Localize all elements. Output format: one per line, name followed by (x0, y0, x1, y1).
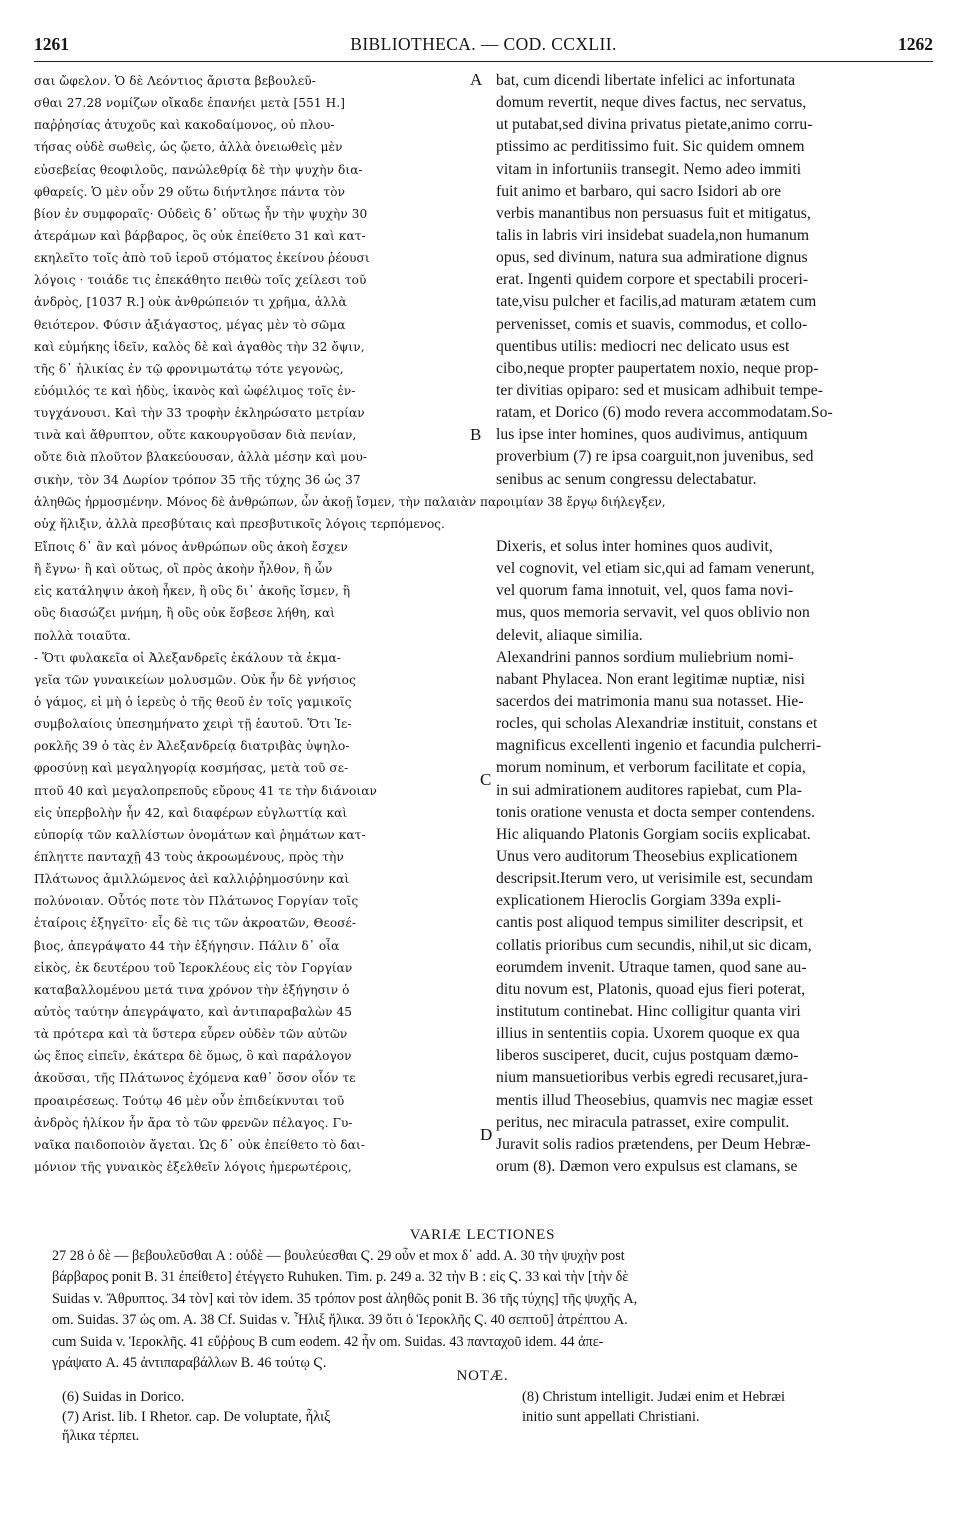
greek-column-2 (34, 536, 484, 1178)
latin-text-line: verbis manantibus non persuasus fuit et mitigatus, (496, 204, 811, 222)
latin-text-line: illius in sententiis copia. Uxorem quoque ex qua (496, 1025, 800, 1043)
greek-text-line: ροκλῆς 39 ὁ τὰς ἐν Ἀλεξανδρείᾳ διατριβὰς ὑψηλο- (34, 739, 350, 754)
header-rule (34, 61, 933, 62)
latin-text-line: Juravit solis radios prætendens, per Deum Hebræ- (496, 1135, 811, 1153)
latin-text-line: mentis illud Theosebius, quamvis nec magiæ esset (496, 1091, 813, 1109)
margin-letter-d: D (480, 1125, 493, 1144)
greek-text-line: πολύνοιαν. Οὗτός ποτε τὸν Πλάτωνος Γοργίαν τοῖς (34, 894, 359, 909)
greek-text-line: τινὰ καὶ ἄθρυπτον, οὔτε κακουργοῦσαν διὰ πενίαν, (34, 428, 357, 443)
variant-reading-line: βάρβαρος ponit B. 31 ἐπείθετο] ἐτέγγετο Ruhuken. Tim. p. 249 a. 32 τὴν B : εἰς Ϛ. 33 καὶ τὴν [τὴν δὲ (52, 1269, 629, 1286)
latin-column-1 (496, 70, 928, 491)
greek-text-line: Εἴποις δ᾽ ἂν καὶ μόνος ἀνθρώπων οὓς ἀκοὴ ἔσχεν (34, 540, 348, 554)
greek-text-line: ἀνδρὸς, [1037 R.] οὐκ ἀνθρώπειόν τι χρῆμα, ἀλλὰ (34, 295, 347, 310)
greek-text-line: φροσύνῃ καὶ μεγαληγορίᾳ κοσμήσας, μετὰ τοῦ σε- (34, 761, 349, 776)
latin-text-line: fuit animo et barbaro, qui sacro Isidori ab ore (496, 182, 782, 200)
note-line: (7) Arist. lib. I Rhetor. cap. De voluptate, ἧλιξ (62, 1408, 331, 1425)
greek-text-line: καταβαλλομένου μετά τινα χρόνον τὴν ἐξήγησιν ὁ (34, 982, 350, 997)
greek-text-line: - Ὅτι φυλακεῖα οἱ Ἀλεξανδρεῖς ἐκάλουν τὰ ἐκμα- (34, 650, 341, 665)
note-line: ἥλικα τέρπει. (62, 1428, 140, 1444)
greek-text-line: ὁ γάμος, εἰ μὴ ὁ ἱερεὺς ὁ τῆς θεοῦ ἐν τοῖς γαμικοῖς (34, 694, 352, 709)
greek-text-line: εὐπορίᾳ τῶν καλλίστων ὀνομάτων καὶ ῥημάτων κατ- (34, 827, 366, 842)
note-line: (8) Christum intelligit. Judæi enim et Hebræi (522, 1389, 786, 1405)
greek-text-line: γεῖα τῶν γυναικείων μολυσμῶν. Οὐκ ἦν δὲ γνήσιος (34, 672, 356, 687)
latin-text-line: ptissimo ac perditissimo fuit. Sic quidem omnem (496, 138, 805, 156)
greek-text-line: τῆς δ᾽ ἡλικίας ἐν τῷ φρονιμωτάτῳ τότε γεγονὼς, (34, 361, 344, 376)
greek-text-line: εὐόμιλός τε καὶ ἡδὺς, ἱκανὸς καὶ ὠφέλιμος τοῖς ἐν- (34, 383, 356, 398)
latin-text-line: sacerdos dei matrimonia manu sua notasset. Hie- (496, 692, 804, 710)
greek-text-line: ναῖκα παιδοποιὸν ἄγεται. Ὡς δ᾽ οὐκ ἐπείθετο τὸ δαι- (34, 1137, 365, 1152)
latin-text-line: delevit, aliaque similia. (496, 626, 643, 644)
note-line: initio sunt appellati Christiani. (522, 1408, 700, 1425)
greek-text-line: εἰς ὑπερβολὴν ἦν 42, καὶ διαφέρων εὐγλωττίᾳ καὶ (34, 805, 348, 820)
latin-text-line: cibo,neque propter paupertatem noxio, neque prop- (496, 359, 819, 377)
greek-text-line: ἀνδρὸς ἡλίκον ἦν ἄρα τὸ τῶν φρενῶν πέλαγος. Γυ- (34, 1115, 353, 1130)
greek-column-1 (34, 70, 486, 491)
greek-text-line: προαιρέσεως. Τούτῳ 46 μὲν οὖν ἐπιδείκνυται τοῦ (34, 1093, 345, 1108)
latin-text-line: quentibus utilis: mediocri nec delicato usus est (496, 337, 790, 355)
greek-text-line: ἀτεράμων καὶ βάρβαρος, ὃς οὐκ ἐπείθετο 31 καὶ κατ- (34, 228, 366, 243)
greek-text-line: σθαι 27.28 νομίζων οἴκαδε ἐπανήει μετὰ [551 H.] (34, 96, 346, 111)
latin-text-line: peritus, nec miracula patrasset, exire compulit. (496, 1113, 790, 1131)
left-page-number: 1261 (34, 34, 69, 54)
variae-lectiones-heading: VARIÆ LECTIONES (409, 1227, 556, 1243)
greek-text-line: εἰκὸς, ἐκ δευτέρου τοῦ Ἱεροκλέους εἰς τὸν Γοργίαν (34, 960, 353, 975)
latin-text-line: institutum continebat. Hinc colligitur quanta viri (496, 1002, 801, 1020)
greek-text-line: ἑταίροις ἐξηγεῖτο· εἷς δὲ τις τῶν ἀκροατῶν, Θεοσέ- (34, 916, 357, 931)
greek-text-line: εὐσεβείας θεοφιλοῦς, πανώλεθρίᾳ δὲ τὴν ψυχὴν δια- (34, 162, 363, 177)
note-line: (6) Suidas in Dorico. (62, 1389, 185, 1405)
latin-text-line: bat, cum dicendi libertate infelici ac infortunata (496, 72, 796, 89)
greek-text-line: ἢ ἔγνω· ἢ καὶ οὕτως, οἳ πρὸς ἀκοὴν ἦλθον, ἢ ὧν (34, 562, 333, 577)
latin-text-line: tonis oratione venusta et docta semper contendens. (496, 803, 816, 821)
latin-text-line: vel quorum fama innotuit, vel, quos fama novi- (496, 582, 794, 600)
greek-text-line: καὶ εὐμήκης ἰδεῖν, καλὸς δὲ καὶ ἀγαθὸς τὴν 32 ὄψιν, (34, 339, 365, 354)
greek-text-line: έπληττε πανταχῇ 43 τοὺς ἀκροωμένους, πρὸς τὴν (34, 849, 344, 864)
variant-reading-line: Suidas v. Ἄθρυπτος. 34 τὸν] καὶ τὸν idem. 35 τρόπον post ἀληθῶς ponit B. 36 τῆς τύχης] τῆς ψυχῆς A, (52, 1290, 638, 1307)
margin-letter-b: B (470, 425, 482, 444)
greek-text-line: ὡς ἔπος εἰπεῖν, ἑκάτερα δὲ ὅμως, ὃ καὶ παράλογον (34, 1049, 352, 1064)
notes-left (62, 1388, 502, 1447)
latin-text-line: mus, quos memoria servavit, vel quos oblivio non (496, 604, 810, 622)
greek-text-line: λόγοις · τοιάδε τις ἐπεκάθητο πειθὼ τοῖς χείλεσι τοῦ (34, 273, 367, 288)
latin-text-line: explicationem Hieroclis Gorgiam 339a expli- (496, 892, 782, 910)
latin-text-line: nium mansuetioribus verbis egredi recusaret,jura- (496, 1069, 809, 1087)
greek-text-line: τυγχάνουσι. Καὶ τὴν 33 τροφὴν ἐκληρώσατο μετρίαν (34, 406, 365, 421)
greek-text-line: αὐτὸς ταύτην ἀπεγράψατο, καὶ ἀντιπαραβαλὼν 45 (34, 1004, 353, 1019)
running-title: BIBLIOTHECA. — COD. CCXLII. (350, 34, 617, 54)
latin-text-line: vel cognovit, vel etiam sic,qui ad famam venerunt, (496, 560, 815, 578)
latin-text-line: proverbium (7) re ipsa coarguit,non juvenibus, sed (496, 448, 814, 466)
latin-text-line: talis in labris viri insidebat suadela,non humanum (496, 226, 810, 244)
latin-text-line: nabant Phylacea. Non erant legitimæ nuptiæ, nisi (496, 670, 806, 688)
latin-text-line: magnificus excellenti ingenio et facundia pulcherri- (496, 737, 822, 755)
greek-text-line: φθαρείς. Ὁ μὲν οὖν 29 οὕτω διήντλησε πάντα τὸν (34, 184, 346, 199)
latin-text-line: erat. Ingenti quidem corpore et spectabili proceri- (496, 271, 809, 289)
greek-text-line: τήσας οὐδὲ σωθεὶς, ὡς ᾤετο, ἀλλὰ ὀνειωθεὶς μὲν (34, 140, 343, 155)
latin-text-line: tate,visu pulcher et facilis,ad maturam ætatem cum (496, 293, 817, 311)
latin-text-line: cantis post aliquod tempus similiter descripsit, et (496, 914, 804, 932)
latin-text-line: in sui admirationem auditores rapiebat, cum Pla- (496, 781, 802, 799)
notes-right (522, 1388, 932, 1427)
greek-text-line: σικὴν, τὸν 34 Δωρίον τρόπον 35 τῆς τύχης 36 ὡς 37 (34, 472, 361, 487)
latin-text-line: ut putabat,sed divina privatus pietate,animo corru- (496, 116, 813, 134)
latin-text-line: pervenisset, comis et suavis, commodus, et collo- (496, 315, 808, 333)
latin-text-line: vitam in infortuniis transegit. Nemo adeo immiti (496, 160, 802, 178)
latin-text-line: morum nominum, et verborum facilitate et copia, (496, 759, 806, 777)
notae-heading: NOTÆ. (456, 1368, 509, 1384)
variae-lectiones (52, 1246, 932, 1374)
latin-text-line: rocles, qui scholas Alexandriæ instituit, constans et (496, 715, 818, 733)
greek-text-line: εκηλεῖτο τοῖς ἀπὸ τοῦ ἱεροῦ στόματος ἐκείνου ῥέουσι (34, 251, 370, 266)
greek-text-line: Πλάτωνος ἁμιλλώμενος ἀεὶ καλλιῤῥημοσύνην καὶ (34, 872, 350, 887)
greek-text-line: τὰ πρότερα καὶ τὰ ὕστερα εὗρεν οὐδὲν τῶν αὐτῶν (34, 1027, 348, 1042)
latin-text-line: ratam, et Dorico (6) modo revera accommodatam.So- (496, 404, 833, 422)
variant-reading-line: om. Suidas. 37 ὡς om. A. 38 Cf. Suidas v. Ἦλιξ ἥλικα. 39 ὅτι ὁ Ἱεροκλῆς Ϛ. 40 σεπτοῦ] ἀτρέπτου A. (52, 1312, 628, 1329)
margin-letter-c: C (480, 770, 492, 789)
greek-text-line: θειότερον. Φύσιν ἀξιάγαστος, μέγας μὲν τὸ σῶμα (34, 317, 346, 332)
greek-text-line: παῤῥησίας ἀτυχοῦς καὶ κακοδαίμονος, οὐ πλου- (34, 118, 335, 133)
variant-reading-line: γράψατο A. 45 ἀντιπαραβάλλων B. 46 τούτῳ Ϛ. (52, 1354, 327, 1371)
latin-text-line: Dixeris, et solus inter homines quos audivit, (496, 538, 773, 555)
latin-column-2 (496, 536, 928, 1178)
greek-text-line: μόνιον τῆς γυναικὸς ἐξελθεῖν λόγοις ἡμερωτέροις, (34, 1159, 352, 1174)
latin-text-line: eorumdem invenit. Utraque tamen, quod sane au- (496, 958, 807, 976)
latin-text-line: orum (8). Dæmon vero expulsus est clamans, se (496, 1157, 798, 1175)
latin-text-line: collatis prioribus cum secundis, nihil,ut sic dicam, (496, 936, 812, 954)
greek-text-line: συμβολαίοις ὑπεσημήνατο χειρὶ τῇ ἑαυτοῦ. Ὅτι Ἱε- (34, 717, 352, 732)
variant-reading-line: 27 28 ὁ δὲ — βεβουλεῦσθαι A : οὐδὲ — βουλεύεσθαι Ϛ. 29 οὖν et mox δ᾽ add. A. 30 τὴν ψυχὴν post (52, 1248, 625, 1264)
latin-text-line: Unus vero auditorum Theosebius explicationem (496, 847, 798, 865)
greek-text-line: οὓς διασώζει μνήμη, ἢ οὓς οὐκ ἔσβεσε λήθη, καὶ (34, 606, 336, 621)
greek-text-line: βίον ἐν συμφοραῖς· Οὐδεὶς δ᾽ οὕτως ἦν τὴν ψυχὴν 30 (34, 206, 368, 221)
greek-text-line: οὐχ ἥλιξιν, ἀλλὰ πρεσβύταις καὶ πρεσβυτικοῖς λόγοις τερπόμενος. (34, 517, 445, 532)
latin-text-line: Alexandrini pannos sordium muliebrium nomi- (496, 648, 794, 666)
latin-text-line: senibus ac senum congressu delectabatur. (496, 470, 757, 488)
variant-reading-line: cum Suida v. Ἱεροκλῆς. 41 εὔῤῥους B cum eodem. 42 ἦν om. Suidas. 43 πανταχοῦ idem. 44 ἀπε- (52, 1333, 604, 1350)
greek-text-line: σαι ὤφελον. Ὁ δὲ Λεόντιος ἄριστα βεβουλεῦ- (34, 74, 316, 88)
latin-text-line: opus, sed divinum, natura sua admiratione dignus (496, 249, 808, 267)
greek-text-line: πολλὰ τοιαῦτα. (34, 628, 131, 643)
latin-text-line: domum revertit, neque dives factus, nec servatus, (496, 94, 807, 112)
greek-text-line: ἀληθῶς ἡρμοσμένην. Μόνος δὲ ἀνθρώπων, ὧν ἀκοῇ ἴσμεν, τὴν παλαιὰν παροιμίαν 38 ἔργῳ διήλεγξεν, (34, 495, 666, 509)
latin-text-line: lus ipse inter homines, quos audivimus, antiquum (496, 426, 808, 444)
greek-text-line: πτοῦ 40 καὶ μεγαλοπρεποῦς εὔρους 41 τε τὴν διάνοιαν (34, 783, 377, 798)
page-header (34, 34, 933, 58)
greek-text-line: βιος, ἀπεγράψατο 44 τὴν ἐξήγησιν. Πάλιν δ᾽ οἷα (34, 938, 340, 953)
greek-full-width (34, 491, 934, 535)
greek-text-line: οὔτε διὰ πλοῦτον βλακεύουσαν, ἀλλὰ μέσην καὶ μου- (34, 450, 368, 465)
latin-text-line: Hic aliquando Platonis Gorgiam sociis explicabat. (496, 825, 811, 843)
latin-text-line: ter divitias opiparo: sed et musicam adhibuit tempe- (496, 381, 823, 399)
greek-text-line: ἀκοῦσαι, τῆς Πλάτωνος ἐχόμενα καθ᾽ ὅσον οἷόν τε (34, 1071, 356, 1086)
greek-text-line: εἰς κατάληψιν ἀκοὴ ἧκεν, ἢ οὓς δι᾽ ἀκοῆς ἴσμεν, ἢ (34, 584, 351, 599)
right-page-number: 1262 (898, 34, 933, 54)
latin-text-line: liberos susciperet, ducit, cujus postquam dæmo- (496, 1047, 799, 1065)
latin-text-line: descripsit.Iterum vero, ut verisimile est, secundam (496, 870, 813, 888)
margin-letter-a: A (470, 70, 483, 89)
latin-text-line: ditu novum est, Platonis, quoad ejus fieri poterat, (496, 980, 806, 998)
